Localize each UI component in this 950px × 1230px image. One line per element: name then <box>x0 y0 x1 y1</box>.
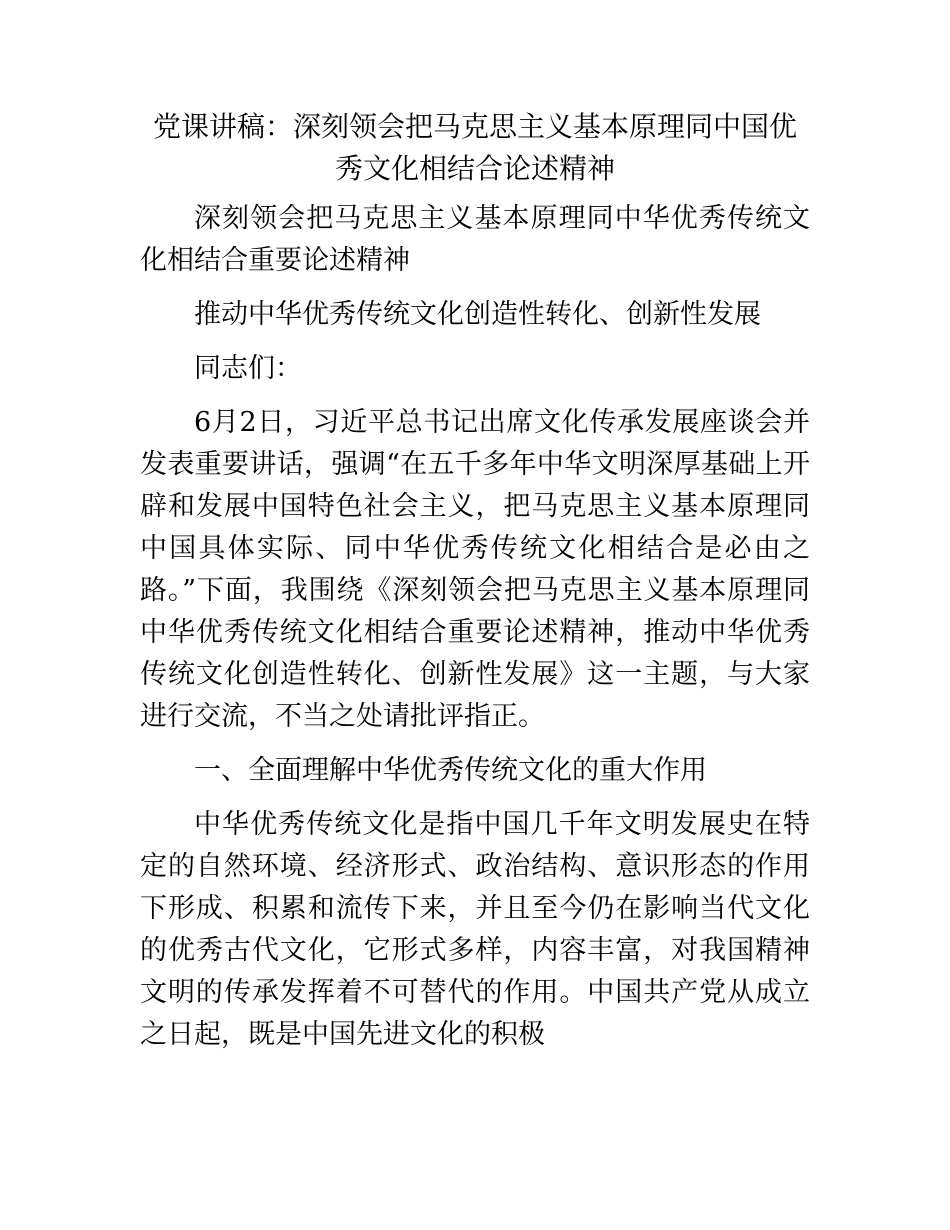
section-heading: 一、全面理解中华优秀传统文化的重大作用 <box>194 755 707 786</box>
document-body <box>140 198 810 1068</box>
salutation: 同志们： <box>194 353 302 384</box>
subtitle-paragraph: 深刻领会把马克思主义基本原理同中华优秀传统文化相结合重要论述精神 <box>140 203 810 276</box>
document-title: 党课讲稿：深刻领会把马克思主义基本原理同中国优秀文化相结合论述精神 <box>152 110 797 185</box>
subtitle-paragraph: 推动中华优秀传统文化创造性转化、创新性发展 <box>194 299 761 330</box>
body-paragraph: 6月2日，习近平总书记出席文化传承发展座谈会并发表重要讲话，强调“在五千多年中华文明深厚基础上开辟和发展中国特色社会主义，把马克思主义基本原理同中国具体实际、同中华优秀传统文化相结合是必由之路。”下面，我围绕《深刻领会把马克思主义基本原理同中华优秀传统文化相结合重要论述精神，推动中华优秀传统文化创造性转化、创新性发展》这一主题，与大家进行交流，不当之处请批评指正。 <box>140 407 810 732</box>
body-paragraph: 中华优秀传统文化是指中国几千年文明发展史在特定的自然环境、经济形式、政治结构、意识形态的作用下形成、积累和流传下来，并且至今仍在影响当代文化的优秀古代文化，它形式多样，内容丰富，对我国精神文明的传承发挥着不可替代的作用。中国共产党从成立之日起，既是中国先进文化的积极 <box>140 809 810 1050</box>
